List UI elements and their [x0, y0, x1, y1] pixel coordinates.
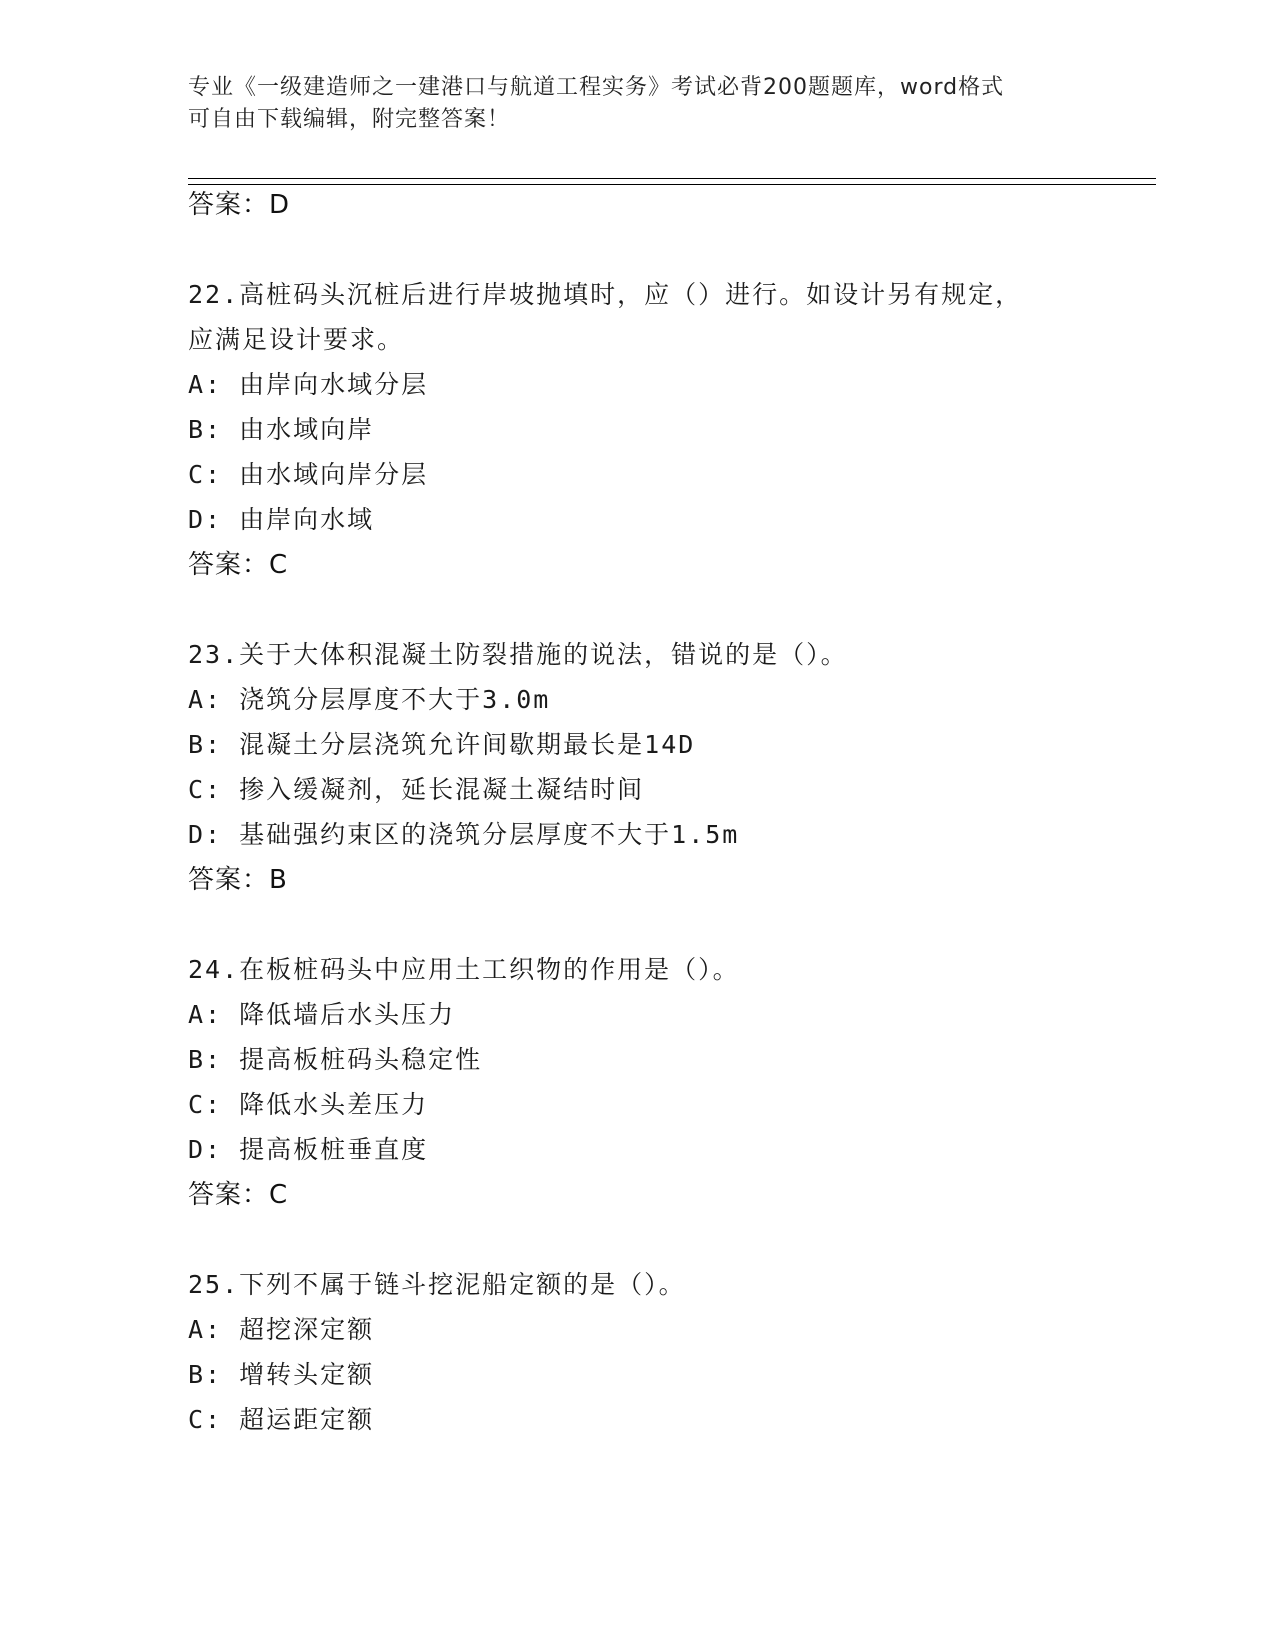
question-stem: 25.下列不属于链斗挖泥船定额的是（）。: [188, 1270, 686, 1299]
header-divider: [188, 178, 1156, 185]
option-d: D: 提高板桩垂直度: [188, 1135, 429, 1164]
question-stem: 22.高桩码头沉桩后进行岸坡抛填时，应（）进行。如设计另有规定，: [188, 280, 1023, 309]
question-22: [188, 280, 1156, 595]
option-c: C: 超运距定额: [188, 1405, 375, 1434]
answer-line: 答案：B: [188, 865, 288, 895]
option-c: C: 掺入缓凝剂，延长混凝土凝结时间: [188, 775, 645, 804]
question-23: [188, 640, 1156, 910]
question-stem: 23.关于大体积混凝土防裂措施的说法，错说的是（）。: [188, 640, 848, 669]
page-header: [188, 72, 1088, 136]
option-a: A: 超挖深定额: [188, 1315, 375, 1344]
answer-line: 答案：C: [188, 1180, 289, 1210]
question-stem: 应满足设计要求。: [188, 325, 405, 354]
option-b: B: 提高板桩码头稳定性: [188, 1045, 483, 1074]
option-d: D: 基础强约束区的浇筑分层厚度不大于1.5m: [188, 820, 740, 849]
option-a: A: 由岸向水域分层: [188, 370, 429, 399]
option-b: B: 增转头定额: [188, 1360, 375, 1389]
question-content: [188, 190, 1156, 1450]
option-c: C: 降低水头差压力: [188, 1090, 429, 1119]
option-b: B: 混凝土分层浇筑允许间歇期最长是14D: [188, 730, 696, 759]
option-d: D: 由岸向水域: [188, 505, 375, 534]
question-stem: 24.在板桩码头中应用土工织物的作用是（）。: [188, 955, 740, 984]
option-c: C: 由水域向岸分层: [188, 460, 429, 489]
answer-line: 答案：C: [188, 550, 289, 580]
option-a: A: 浇筑分层厚度不大于3.0m: [188, 685, 551, 714]
answer-line: 答案：D: [188, 190, 291, 220]
option-a: A: 降低墙后水头压力: [188, 1000, 456, 1029]
header-line-1: 专业《一级建造师之一建港口与航道工程实务》考试必背200题题库，word格式: [188, 75, 1005, 100]
question-25: [188, 1270, 1156, 1450]
question-24: [188, 955, 1156, 1225]
header-line-2: 可自由下载编辑，附完整答案！: [188, 107, 511, 132]
option-b: B: 由水域向岸: [188, 415, 375, 444]
